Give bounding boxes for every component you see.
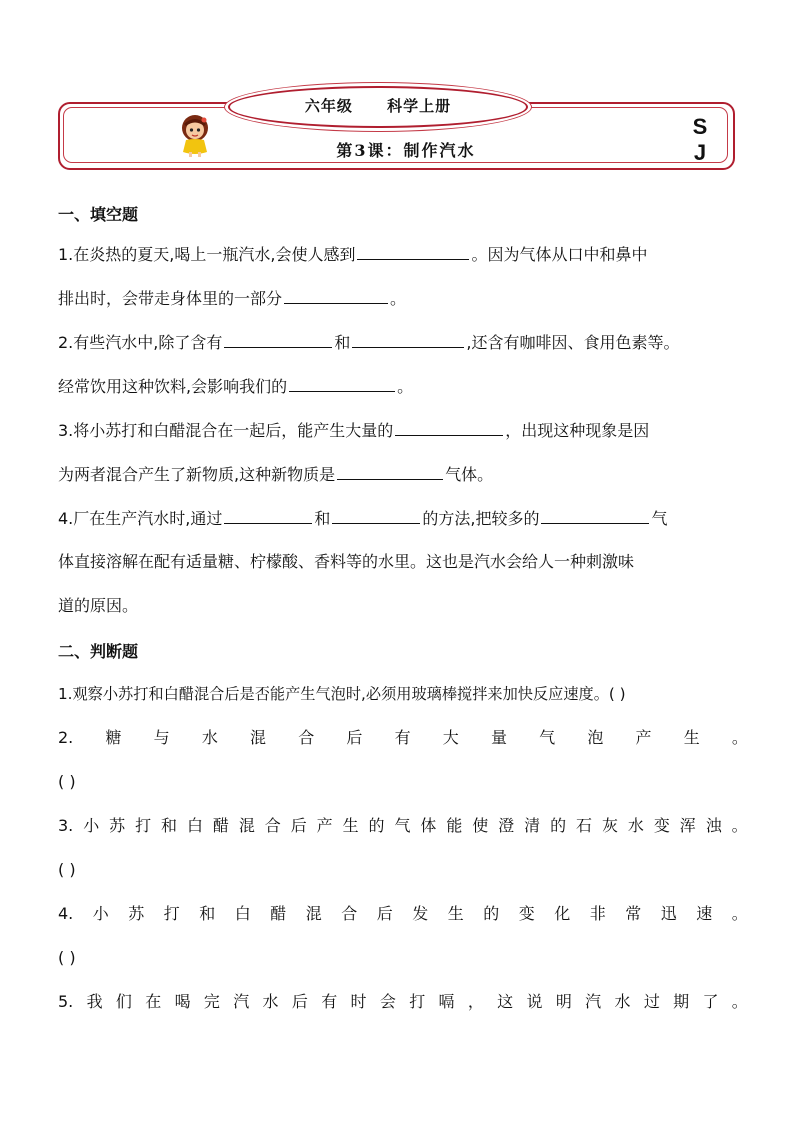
- question-char: 了: [702, 992, 719, 1011]
- answer-blank[interactable]: [224, 331, 332, 348]
- question-char: 水: [201, 728, 218, 747]
- question-3-line-2: 为两者混合产生了新物质,这种新物质是 气体。: [58, 465, 494, 484]
- question-2-line-1: 2.有些汽水中,除了含有 和 ,还含有咖啡因、食用色素等。: [58, 333, 680, 352]
- answer-blank[interactable]: [541, 507, 649, 524]
- question-2-line-2: 经常饮用这种饮料,会影响我们的 。: [58, 377, 414, 396]
- question-char: 。: [731, 816, 748, 835]
- question-char: ，: [467, 992, 484, 1011]
- question-char: 苏: [128, 904, 145, 923]
- question-char: 3.: [58, 816, 74, 835]
- question-char: 澄: [498, 816, 515, 835]
- question-char: 使: [472, 816, 489, 835]
- question-char: 。: [731, 728, 748, 747]
- answer-blank[interactable]: [284, 287, 388, 304]
- question-char: 浊: [705, 816, 722, 835]
- question-char: 后: [346, 728, 363, 747]
- question-char: 明: [555, 992, 572, 1011]
- question-4-line-3: 道的原因。: [58, 596, 139, 615]
- question-char: 喝: [174, 992, 191, 1011]
- subject-label: 科学上册: [387, 97, 452, 115]
- question-char: 时: [350, 992, 367, 1011]
- answer-blank[interactable]: [337, 463, 443, 480]
- judge-question-2-text: [58, 727, 748, 749]
- grade-label: 六年级: [304, 97, 353, 115]
- answer-blank[interactable]: [224, 507, 312, 524]
- question-char: 汽: [585, 992, 602, 1011]
- question-char: 打: [163, 904, 180, 923]
- question-char: 过: [643, 992, 660, 1011]
- question-char: 非: [589, 904, 606, 923]
- question-char: 能: [446, 816, 463, 835]
- question-char: 4.: [58, 904, 74, 923]
- question-char: 大: [442, 728, 459, 747]
- question-char: 糖: [105, 728, 122, 747]
- question-char: 5.: [58, 992, 74, 1011]
- question-char: 混: [238, 816, 255, 835]
- question-char: 在: [145, 992, 162, 1011]
- question-char: 石: [576, 816, 593, 835]
- question-3-line-1: 3.将小苏打和白醋混合在一起后，能产生大量的 ，出现这种现象是因: [58, 421, 650, 440]
- question-char: 迅: [660, 904, 677, 923]
- question-char: 会: [379, 992, 396, 1011]
- grade-subject-oval: [228, 86, 528, 128]
- section-true-false-title: 二、判断题: [58, 642, 139, 661]
- question-char: 后: [290, 816, 307, 835]
- judge-question-1: 1.观察小苏打和白醋混合后是否能产生气泡时,必须用玻璃棒搅拌来加快反应速度。( ): [58, 685, 626, 703]
- question-char: 生: [342, 816, 359, 835]
- question-char: 期: [673, 992, 690, 1011]
- question-char: 打: [135, 816, 152, 835]
- question-char: 化: [554, 904, 571, 923]
- question-char: 水: [614, 992, 631, 1011]
- question-char: 后: [291, 992, 308, 1011]
- judge-question-2-answer[interactable]: ( ): [58, 772, 76, 791]
- brand-letter-s: S: [692, 114, 708, 139]
- question-char: 们: [115, 992, 132, 1011]
- question-char: 产: [316, 816, 333, 835]
- question-char: 白: [186, 816, 203, 835]
- judge-question-5-text: [58, 991, 748, 1013]
- question-char: 灰: [601, 816, 618, 835]
- question-char: 有: [394, 728, 411, 747]
- lesson-title: 第3课：制作汽水: [336, 141, 476, 160]
- question-char: 嗝: [438, 992, 455, 1011]
- judge-question-4-text: [58, 903, 748, 925]
- judge-question-3: [58, 815, 750, 837]
- judge-question-3-text: [58, 815, 748, 837]
- judge-question-4: [58, 903, 750, 925]
- question-char: 醋: [212, 816, 229, 835]
- question-char: 泡: [587, 728, 604, 747]
- question-char: 苏: [109, 816, 126, 835]
- header-banner: [58, 96, 733, 170]
- question-char: 产: [635, 728, 652, 747]
- question-char: 变: [653, 816, 670, 835]
- section-fill-blank-title: 一、填空题: [58, 205, 139, 224]
- answer-blank[interactable]: [395, 419, 503, 436]
- question-char: 合: [341, 904, 358, 923]
- question-char: 。: [731, 904, 748, 923]
- question-char: 小: [83, 816, 100, 835]
- brand-mark: [688, 114, 712, 166]
- question-char: 和: [161, 816, 178, 835]
- question-char: 我: [86, 992, 103, 1011]
- question-4-line-2: 体直接溶解在配有适量糖、柠檬酸、香料等的水里。这也是汽水会给人一种刺激味: [58, 552, 635, 571]
- question-1-line-2: 排出时，会带走身体里的一部分 。: [58, 289, 407, 308]
- question-char: 浑: [679, 816, 696, 835]
- question-char: 的: [550, 816, 567, 835]
- question-char: 2.: [58, 728, 74, 747]
- answer-blank[interactable]: [352, 331, 464, 348]
- question-char: 的: [483, 904, 500, 923]
- judge-question-3-answer[interactable]: ( ): [58, 860, 76, 879]
- question-char: 醋: [270, 904, 287, 923]
- question-char: 量: [490, 728, 507, 747]
- question-char: 气: [394, 816, 411, 835]
- question-char: 小: [92, 904, 109, 923]
- question-char: 和: [199, 904, 216, 923]
- question-char: 清: [524, 816, 541, 835]
- question-char: 后: [376, 904, 393, 923]
- answer-blank[interactable]: [357, 243, 469, 260]
- question-char: 变: [518, 904, 535, 923]
- cartoon-girl-icon: [174, 112, 216, 158]
- question-char: 生: [683, 728, 700, 747]
- question-char: 水: [262, 992, 279, 1011]
- question-char: 混: [250, 728, 267, 747]
- question-char: 。: [731, 992, 748, 1011]
- question-char: 与: [153, 728, 170, 747]
- question-char: 生: [447, 904, 464, 923]
- question-char: 的: [368, 816, 385, 835]
- question-char: 体: [420, 816, 437, 835]
- judge-question-5: [58, 991, 750, 1013]
- question-char: 合: [298, 728, 315, 747]
- question-char: 发: [412, 904, 429, 923]
- judge-question-4-answer[interactable]: ( ): [58, 948, 76, 967]
- question-char: 汽: [233, 992, 250, 1011]
- question-char: 气: [539, 728, 556, 747]
- question-char: 说: [526, 992, 543, 1011]
- question-1-line-1: 1.在炎热的夏天,喝上一瓶汽水,会使人感到 。因为气体从口中和鼻中: [58, 245, 648, 264]
- question-char: 完: [203, 992, 220, 1011]
- question-char: 白: [234, 904, 251, 923]
- question-char: 常: [625, 904, 642, 923]
- question-char: 这: [497, 992, 514, 1011]
- judge-question-2: [58, 727, 750, 749]
- question-char: 水: [627, 816, 644, 835]
- brand-letter-j: J: [693, 140, 707, 165]
- question-4-line-1: 4.厂在生产汽水时,通过 和 的方法,把较多的 气: [58, 509, 668, 528]
- question-char: 有: [321, 992, 338, 1011]
- question-char: 合: [264, 816, 281, 835]
- answer-blank[interactable]: [332, 507, 420, 524]
- answer-blank[interactable]: [289, 375, 395, 392]
- question-char: 混: [305, 904, 322, 923]
- question-char: 打: [409, 992, 426, 1011]
- question-char: 速: [696, 904, 713, 923]
